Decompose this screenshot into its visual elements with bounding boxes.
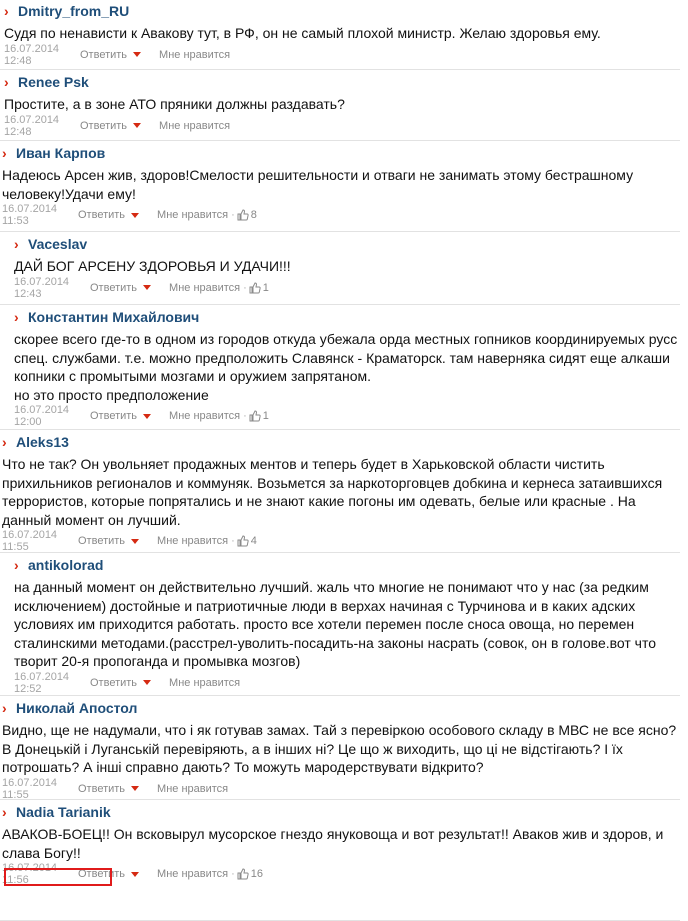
like-button[interactable]: Мне нравится	[169, 281, 241, 294]
comment-header	[2, 431, 680, 453]
like-count: 4	[250, 535, 257, 547]
comment	[0, 71, 680, 141]
comment-date: 16.07.2014 11:55	[2, 776, 58, 801]
comment-text: Видно, ще не надумали, что і як готував замах. Тай з перевіркою особового складу в МВС не все ясно? В Донецькій і Луганській перевіряють, а в інших ні? Це що ж виходить, що ці не відстігають? І їх потрошать? А інші справно дають? То можуть мародерствувати відкрито?	[2, 722, 681, 775]
comment-author-link[interactable]: Константин Михайлович	[28, 309, 200, 325]
caret-down-icon[interactable]	[131, 213, 139, 218]
chevron-right-icon: ›	[2, 145, 7, 161]
comment-header	[4, 71, 680, 93]
comment-author-link[interactable]: Иван Карпов	[16, 145, 106, 161]
comment-meta	[14, 275, 680, 300]
reply-button[interactable]: Ответить	[90, 410, 138, 422]
caret-down-icon[interactable]	[131, 872, 139, 877]
comment-header	[2, 801, 680, 823]
comment-author-link[interactable]: Николай Апостол	[16, 700, 138, 716]
comment-author-link[interactable]: antikolorad	[28, 557, 104, 573]
chevron-right-icon: ›	[2, 700, 7, 716]
comment-date: 16.07.2014 12:52	[14, 670, 70, 695]
like-count: 1	[262, 410, 269, 422]
chevron-right-icon: ›	[2, 434, 7, 450]
comment-author-link[interactable]: Renee Psk	[18, 74, 89, 90]
comment-text: АВАКОВ-БОЕЦ!! Он всковырул мусорское гнездо януковоща и вот результат!! Аваков жив и здоров, и слава Богу!!	[2, 826, 668, 861]
comment-text: на данный момент он действительно лучший. жаль что многие не понимают что у нас (за редким исключением) достойные и патриотичные люди в верхах начиная с Турчинова и в каких адских условиях им приходится работать. просто все хотели перемен после сноса овоща, но перемен сталинскими методами.(расстрел-уволить-посадить-на законы насрать (совок, он в голове.вот что творит 20-я пропоганда и промывка мозгов)	[14, 579, 660, 669]
reply-button[interactable]: Ответить	[80, 48, 128, 61]
comment-date: 16.07.2014 11:55	[2, 529, 58, 553]
caret-down-icon[interactable]	[143, 285, 151, 290]
like-button[interactable]: Мне нравится	[169, 676, 241, 689]
caret-down-icon[interactable]	[133, 123, 141, 128]
like-button[interactable]: Мне нравится	[159, 48, 231, 61]
comment-author-link[interactable]: Nadia Tarianik	[16, 804, 111, 820]
comment-text: Простите, а в зоне АТО пряники должны раздавать?	[4, 96, 345, 112]
comment-header	[4, 0, 680, 22]
comment	[0, 554, 680, 696]
reply-button[interactable]: Ответить	[78, 535, 126, 547]
comment-date: 16.07.2014 12:43	[14, 275, 70, 300]
chevron-right-icon: ›	[4, 74, 9, 90]
comment-meta	[4, 113, 680, 138]
thumbs-up-icon[interactable]	[249, 410, 261, 422]
comment-meta	[14, 670, 680, 695]
like-button[interactable]: Мне нравится	[169, 410, 241, 422]
comment-text: ДАЙ БОГ АРСЕНУ ЗДОРОВЬЯ И УДАЧИ!!!	[14, 258, 291, 274]
thumbs-up-icon[interactable]	[249, 281, 261, 293]
highlight-box	[4, 868, 112, 886]
comment	[0, 306, 680, 430]
chevron-right-icon: ›	[14, 236, 19, 252]
comment-text: Надеюсь Арсен жив, здоров!Смелости решительности и отваги не занимать этому бестрашному человеку!Удачи ему!	[2, 167, 637, 202]
comment-text: Судя по ненависти к Авакову тут, в РФ, он не самый плохой министр. Желаю здоровья ему.	[4, 25, 601, 41]
like-button[interactable]: Мне нравится	[157, 209, 229, 221]
comment-text: скорее всего где-то в одном из городов откуда убежала орда местных гопников координируемых русс спец. службами. т.е. можно предположить Славянск - Краматорск. там наверняка сидят еще алкаши копники с промытыми мозгами и оружием запрятаном. но это просто предположение	[14, 331, 678, 403]
comment-author-link[interactable]: Aleks13	[16, 434, 69, 450]
comment-text: Что не так? Он увольняет продажных ментов и теперь будет в Харьковской области чистить прихильников регионалов и коммуняк. Возьмется за наркоторговцев добкина и кернеса затаившихся террористов, которые попрятались и не знают какие погоны им одевать, белые или красные . На данный момент он лучший.	[2, 456, 667, 528]
caret-down-icon[interactable]	[143, 680, 151, 685]
thumbs-up-icon[interactable]	[237, 868, 249, 880]
like-count: 8	[250, 209, 257, 221]
reply-button[interactable]: Ответить	[78, 209, 126, 221]
comment-meta	[2, 776, 680, 801]
comment	[0, 0, 680, 70]
thumbs-up-icon[interactable]	[237, 535, 249, 547]
caret-down-icon[interactable]	[143, 414, 151, 419]
comment-header	[2, 142, 680, 164]
caret-down-icon[interactable]	[133, 52, 141, 57]
comment	[0, 431, 680, 553]
like-button[interactable]: Мне нравится	[157, 782, 229, 795]
caret-down-icon[interactable]	[131, 539, 139, 544]
comment-date: 16.07.2014 12:48	[4, 42, 60, 67]
separator-dot: ·	[243, 281, 247, 294]
chevron-right-icon: ›	[14, 557, 19, 573]
comment-meta	[2, 205, 680, 225]
comment-date: 16.07.2014 12:48	[4, 113, 60, 138]
like-button[interactable]: Мне нравится	[159, 119, 231, 132]
separator-dot: ·	[231, 535, 235, 547]
like-button[interactable]: Мне нравится	[157, 868, 229, 880]
reply-button[interactable]: Ответить	[90, 281, 138, 294]
comment	[0, 142, 680, 232]
comment-meta	[4, 42, 680, 67]
reply-button[interactable]: Ответить	[90, 676, 138, 689]
reply-button[interactable]: Ответить	[78, 868, 126, 880]
comment-date: 16.07.2014 11:53	[2, 203, 58, 227]
caret-down-icon[interactable]	[131, 786, 139, 791]
comment-meta	[2, 531, 680, 551]
comment-header	[14, 233, 680, 255]
separator-dot: ·	[231, 209, 235, 221]
comment-header	[14, 306, 680, 328]
chevron-right-icon: ›	[2, 804, 7, 820]
comment-date: 16.07.2014 11:56	[2, 862, 58, 886]
separator-dot: ·	[243, 410, 247, 422]
reply-button[interactable]: Ответить	[80, 119, 128, 132]
reply-button[interactable]: Ответить	[78, 782, 126, 795]
thumbs-up-icon[interactable]	[237, 209, 249, 221]
comment	[0, 233, 680, 305]
like-button[interactable]: Мне нравится	[157, 535, 229, 547]
comment-header	[14, 554, 680, 576]
comment	[0, 697, 680, 800]
comment-meta	[14, 406, 680, 426]
comment-header	[2, 697, 680, 719]
like-count: 16	[250, 868, 264, 880]
like-count: 1	[262, 281, 269, 294]
comment	[0, 801, 680, 921]
comment-author-link[interactable]: Vaceslav	[28, 236, 88, 252]
chevron-right-icon: ›	[14, 309, 19, 325]
comment-date: 16.07.2014 12:00	[14, 404, 70, 428]
comment-author-link[interactable]: Dmitry_from_RU	[18, 3, 130, 19]
separator-dot: ·	[231, 868, 235, 880]
chevron-right-icon: ›	[4, 3, 9, 19]
